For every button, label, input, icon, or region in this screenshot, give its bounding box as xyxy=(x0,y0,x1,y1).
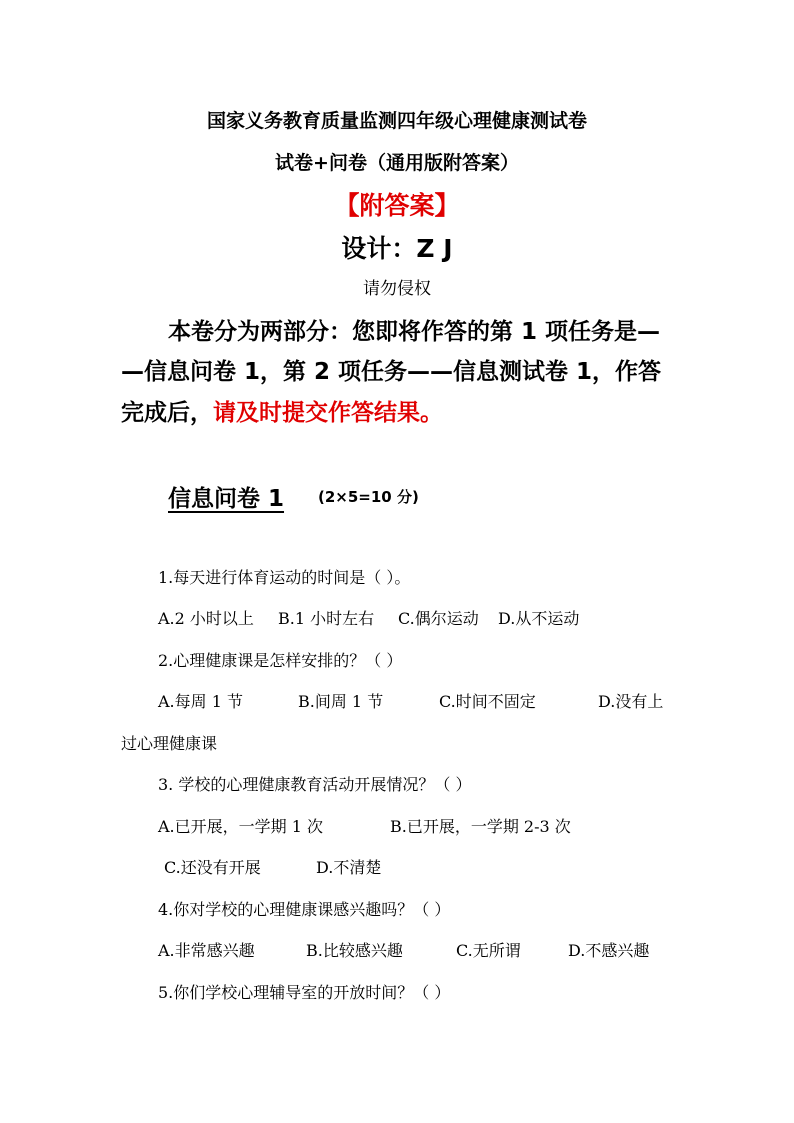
section-score: (2×5=10 分) xyxy=(318,488,419,506)
section-title: 信息问卷 1 xyxy=(168,486,285,512)
question-2-option-b: B.间周 1 节 xyxy=(298,692,384,711)
question-3-option-c: C.还没有开展 xyxy=(164,858,261,877)
copyright-notice: 请勿侵权 xyxy=(363,279,431,299)
question-4-option-d: D.不感兴趣 xyxy=(568,941,650,960)
designer-credit: 设计：Z J xyxy=(341,234,453,263)
intro-line-1: 本卷分为两部分：您即将作答的第 1 项任务是— xyxy=(168,319,661,345)
question-2-option-a: A.每周 1 节 xyxy=(158,692,243,711)
question-1-option-a: A.2 小时以上 xyxy=(158,609,254,628)
question-4-stem: 4.你对学校的心理健康课感兴趣吗？（ ） xyxy=(158,900,451,919)
question-3-stem: 3. 学校的心理健康教育活动开展情况？（ ） xyxy=(158,775,472,794)
question-1-stem: 1.每天进行体育运动的时间是（ ）。 xyxy=(158,568,411,587)
question-1-option-b: B.1 小时左右 xyxy=(278,609,375,628)
question-2-continuation: 过心理健康课 xyxy=(121,734,218,753)
question-2-option-d: D.没有上 xyxy=(598,692,664,711)
question-4-option-a: A.非常感兴趣 xyxy=(158,941,255,960)
question-3-option-b: B.已开展，一学期 2-3 次 xyxy=(390,817,571,836)
question-4-option-c: C.无所谓 xyxy=(456,941,521,960)
question-1-option-c: C.偶尔运动 xyxy=(398,609,479,628)
intro-line-2: —信息问卷 1，第 2 项任务——信息测试卷 1，作答 xyxy=(121,359,662,385)
question-3-option-a: A.已开展，一学期 1 次 xyxy=(158,817,323,836)
intro-submit-reminder: 请及时提交作答结果。 xyxy=(213,400,443,426)
intro-line-3-black: 完成后， xyxy=(121,400,213,426)
exam-subtitle: 试卷+问卷（通用版附答案） xyxy=(275,152,519,174)
question-5-stem: 5.你们学校心理辅导室的开放时间？（ ） xyxy=(158,983,451,1002)
question-2-option-c: C.时间不固定 xyxy=(439,692,536,711)
exam-title: 国家义务教育质量监测四年级心理健康测试卷 xyxy=(206,110,587,132)
question-4-option-b: B.比较感兴趣 xyxy=(306,941,403,960)
question-3-option-d: D.不清楚 xyxy=(316,858,382,877)
intro-line-3 xyxy=(121,394,443,427)
answer-tag: 【附答案】 xyxy=(334,191,460,220)
question-2-stem: 2.心理健康课是怎样安排的？（ ） xyxy=(158,651,403,670)
question-1-option-d: D.从不运动 xyxy=(498,609,580,628)
